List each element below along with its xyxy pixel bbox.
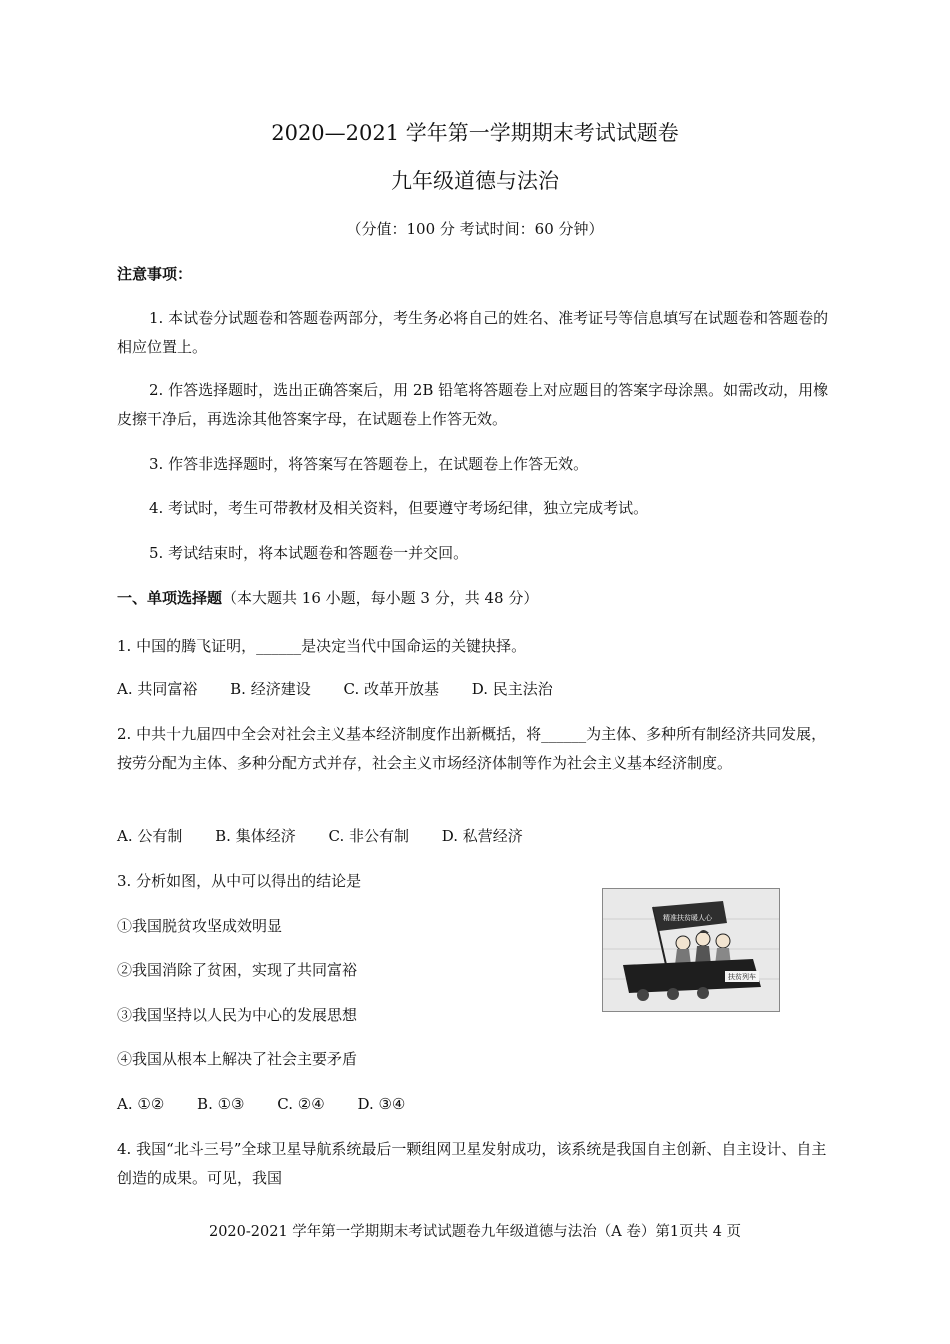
question-2-options [117,822,837,851]
section-note: （本大题共 16 小题，每小题 3 分，共 48 分） [222,589,539,607]
page-footer: 2020-2021 学年第一学期期末考试试题卷九年级道德与法治（A 卷）第1页共 4 页 [208,1224,742,1240]
question-4-stem: 4. 我国“北斗三号”全球卫星导航系统最后一颗组网卫星发射成功，该系统是我国自主创新、自主设计、自主创造的成果。可见，我国 [117,1140,827,1187]
question-3-options [117,1090,837,1119]
option-d: D. 民主法治 [471,680,553,698]
question-3-stem: 3. 分析如图，从中可以得出的结论是 [117,872,362,890]
option-c: C. ②④ [277,1095,325,1113]
exam-meta: （分值：100 分 考试时间：60 分钟） [346,220,604,238]
option-c: C. 非公有制 [328,827,409,845]
notice-item-1: 1. 本试卷分试题卷和答题卷两部分，考生务必将自己的姓名、准考证号等信息填写在试题卷和答题卷的相应位置上。 [117,309,829,356]
notice-item-2: 2. 作答选择题时，选出正确答案后，用 2B 铅笔将答题卷上对应题目的答案字母涂黑。如需改动，用橡皮擦干净后，再选涂其他答案字母，在试题卷上作答无效。 [117,381,829,428]
question-3-statement-1: ①我国脱贫攻坚成效明显 [117,917,283,935]
exam-title: 2020—2021 学年第一学期期末考试试题卷 [271,121,679,145]
option-c: C. 改革开放基 [343,680,439,698]
option-b: B. ①③ [197,1095,245,1113]
flag-text: 精准扶贫暖人心 [663,914,712,922]
option-a: A. 共同富裕 [117,680,198,698]
notice-heading: 注意事项： [117,265,193,283]
notice-item-5: 5. 考试结束时，将本试题卷和答题卷一并交回。 [149,544,469,562]
question-3-statement-2: ②我国消除了贫困，实现了共同富裕 [117,961,358,979]
notice-item-4: 4. 考试时，考生可带教材及相关资料，但要遵守考场纪律，独立完成考试。 [149,499,649,517]
option-d: D. 私营经济 [441,827,523,845]
option-d: D. ③④ [357,1095,406,1113]
cartoon-illustration [603,889,779,1011]
option-a: A. 公有制 [117,827,183,845]
option-a: A. ①② [117,1095,165,1113]
notice-item-3: 3. 作答非选择题时，将答案写在答题卷上，在试题卷上作答无效。 [149,455,589,473]
poverty-train-cartoon [602,888,780,1012]
question-3-statement-4: ④我国从根本上解决了社会主要矛盾 [117,1050,358,1068]
question-2-stem: 2. 中共十九届四中全会对社会主义基本经济制度作出新概括，将______为主体、多种所有制经济共同发展，按劳分配为主体、多种分配方式并存，社会主义市场经济体制等作为社会主义基本经济制度。 [117,725,827,772]
option-b: B. 经济建设 [230,680,311,698]
section-heading [117,584,837,613]
option-b: B. 集体经济 [215,827,296,845]
exam-subject: 九年级道德与法治 [391,169,559,193]
train-text: 扶贫列车 [728,973,756,981]
section-title: 一、单项选择题 [117,589,223,607]
question-3-statement-3: ③我国坚持以人民为中心的发展思想 [117,1006,358,1024]
question-1-stem: 1. 中国的腾飞证明，______是决定当代中国命运的关键抉择。 [117,637,527,655]
question-1-options [117,675,837,704]
